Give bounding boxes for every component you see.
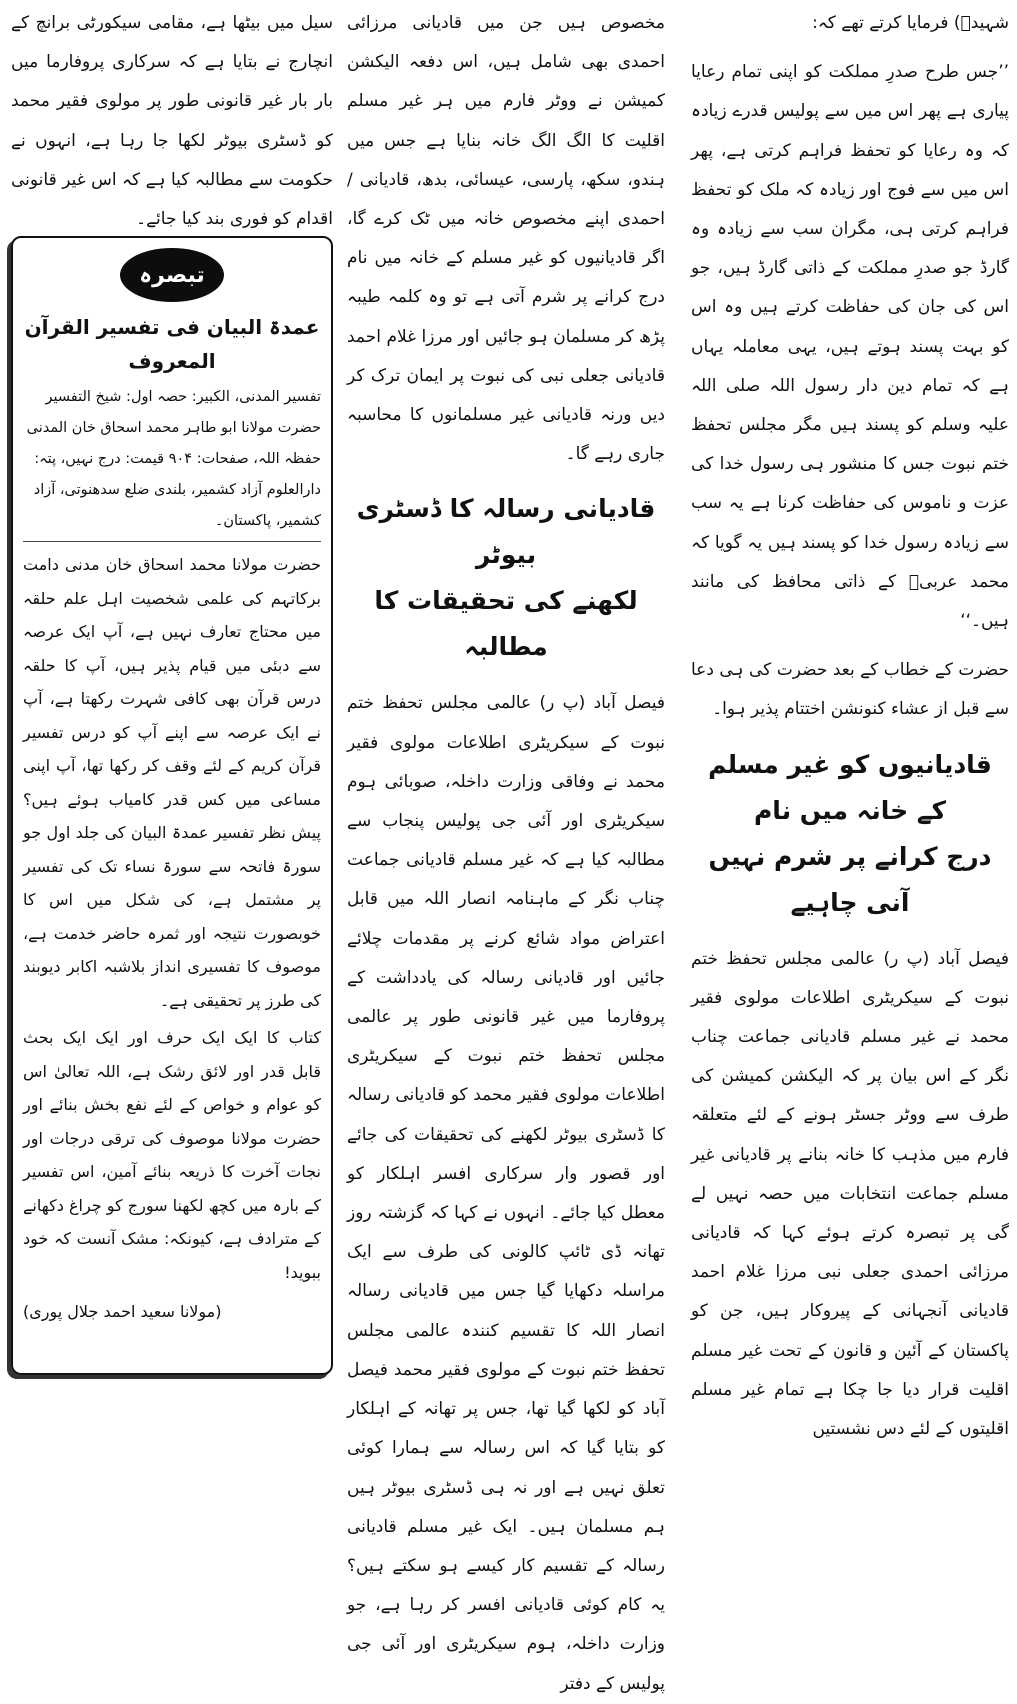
column-right	[691, 4, 1009, 1440]
article-continuation: سیل میں بیٹھا ہے، مقامی سیکورٹی برانچ کے انچارج نے بتایا ہے کہ سرکاری پروفارما میں بار بار غیر قانونی طور پر مولوی فقیر محمد کو ڈسٹری بیوٹر لکھا جا رہا ہے، انہوں نے حکومت سے مطالبہ کیا ہے کہ اس غیر قانونی اقدام کو فوری بند کیا جائے۔	[11, 13, 333, 230]
review-paragraph-2: کتاب کا ایک ایک حرف اور ایک ایک بحث قابل قدر اور لائق رشک ہے، اللہ تعالیٰ اس کو عوام و خواص کے لئے نفع بخش بنائے اور حضرت مولانا موصوف کی ترقی درجات اور نجات آخرت کا ذریعہ بنائے آمین، اس تفسیر کے بارہ میں کچھ لکھنا سورج کو چراغ دکھانے کے مترادف ہے، کیونکہ: مشک آنست کہ خود ببوید!	[23, 1028, 321, 1282]
headline-distributor	[347, 486, 665, 670]
review-author: (مولانا سعید احمد جلال پوری)	[23, 1302, 222, 1321]
closing-paragraph: حضرت کے خطاب کے بعد حضرت کی ہی دعا سے قبل از عشاء کنونشن اختتام پذیر ہوا۔	[691, 660, 1009, 720]
article-continuation: مخصوص ہیں جن میں قادیانی مرزائی احمدی بھی شامل ہیں، اس دفعہ الیکشن کمیشن نے ووٹر فارم میں ہر غیر مسلم اقلیت کا الگ الگ خانہ بنایا ہے جس میں ہندو، سکھ، پارسی، عیسائی، بدھ، قادیانی / احمدی اپنے مخصوص خانہ میں ٹک کرے گا، اگر قادیانیوں کو غیر مسلم کے خانہ میں نام درج کرانے پر شرم آتی ہے تو وہ کلمہ طیبہ پڑھ کر مسلمان ہو جائیں اور مرزا غلام احمد قادیانی جعلی نبی کی نبوت پر ایمان ترک کر دیں ورنہ قادیانی غیر مسلمانوں کا محاسبہ جاری رہے گا۔	[347, 13, 665, 465]
book-meta: تفسیر المدنی، الکبیر: حصہ اول: شیخ التفسیر حضرت مولانا ابو طاہر محمد اسحاق خان المدنی حفظہ اللہ، صفحات: ۹۰۴ قیمت: درج نہیں، پتہ: دارالعلوم آزاد کشمیر، بلندی ضلع سدھنوتی، آزاد کشمیر، پاکستان۔	[23, 382, 321, 542]
headline-line-2: درج کرانے پر شرم نہیں آنی چاہیے	[708, 841, 992, 917]
headline-qadiani-form	[691, 742, 1009, 926]
article-body: فیصل آباد (پ ر) عالمی مجلس تحفظ ختم نبوت کے سیکریٹری اطلاعات مولوی فقیر محمد نے غیر مسلم قادیانی جماعت چناب نگر کے اس بیان پر کہ الیکشن کمیشن کی طرف سے ووٹر جسٹر ہونے کے لئے متعلقہ فارم میں مذہب کا خانہ بنانے پر قادیانی غیر مسلم جماعت انتخابات میں حصہ نہیں لے گی پر تبصرہ کرتے ہوئے کہا کہ قادیانی مرزائی احمدی جعلی نبی مرزا غلام احمد قادیانی آنجہانی کے پیروکار ہیں، جن کو پاکستان کے آئین و قانون کے تحت غیر مسلم اقلیت قرار دیا جا چکا ہے تمام غیر مسلم اقلیتوں کے لئے دس نشستیں	[691, 948, 1009, 1440]
book-title: عمدۃ البیان فی تفسیر القرآن المعروف	[24, 315, 320, 373]
headline-line-1: قادیانیوں کو غیر مسلم کے خانہ میں نام	[708, 749, 992, 825]
review-paragraph-1: حضرت مولانا محمد اسحاق خان مدنی دامت برکاتہم کی علمی شخصیت اہل علم حلقہ میں محتاج تعارف نہیں ہے، آپ ایک عرصہ سے دبئی میں قیام پذیر ہیں، آپ کا حلقہ درس قرآن بھی کافی شہرت رکھتا ہے، آپ نے ایک عرصہ سے اپنے آپ کو درس تفسیر قرآن کریم کے لئے وقف کر رکھا تھا، آپ اپنی مساعی میں کس قدر کامیاب ہوئے ہیں؟ پیش نظر تفسیر عمدۃ البیان کی جلد اول جو سورۃ فاتحہ سے سورۃ نساء تک کی تفسیر پر مشتمل ہے، کی شکل میں اس کا خوبصورت نتیجہ اور ثمرہ حاضر خدمت ہے، موصوف کا تفسیری انداز بلاشبہ اکابر دیوبند کی طرز پر تحقیقی ہے۔	[23, 555, 321, 1010]
quote-paragraph: ’’جس طرح صدرِ مملکت کو اپنی تمام رعایا پیاری ہے پھر اس میں سے پولیس قدرے زیادہ کہ وہ رعایا کو تحفظ فراہم کرتی ہے، پھر اس میں سے فوج اور زیادہ کہ ملک کو تحفظ فراہم کرتی ہی، مگران سب سے زیادہ وہ گارڈ جو صدرِ مملکت کے ذاتی گارڈ ہیں، جو اس کی جان کی حفاظت کرتے ہیں وہ اس کو بہت پسند ہوتے ہیں، یہی معاملہ یہاں ہے کہ تمام دین دار رسول اللہ صلی اللہ علیہ وسلم کو پسند ہیں مگر مجلس تحفظ ختم نبوت جس کا منشور ہی رسول خدا کی عزت و ناموس کی حفاظت کرنا ہے یہ سب سے زیادہ رسول خدا کو پسند ہیں یہ گویا کہ محمد عربیؐ کے ذاتی محافظ کی مانند ہیں۔‘‘	[691, 62, 1009, 632]
headline-line-1: قادیانی رسالہ کا ڈسٹری بیوٹر	[356, 494, 656, 570]
article-intro: شہیدؒ) فرمایا کرتے تھے کہ:	[812, 13, 1009, 33]
headline-line-2: لکھنے کی تحقیقات کا مطالبہ	[374, 586, 638, 662]
column-left	[11, 4, 333, 1381]
column-middle	[347, 4, 665, 1694]
review-badge: تبصرہ	[120, 248, 224, 302]
article-body: فیصل آباد (پ ر) عالمی مجلس تحفظ ختم نبوت کے سیکریٹری اطلاعات مولوی فقیر محمد نے وفاقی وزارت داخلہ، صوبائی ہوم سیکریٹری اور آئی جی پولیس پنجاب سے مطالبہ کیا ہے کہ غیر مسلم قادیانی جماعت چناب نگر کے ماہنامہ انصار اللہ میں قابل اعتراض مواد شائع کرنے پر مقدمات چلائے جائیں اور قادیانی رسالہ کی یادداشت کے پروفارما میں غیر قانونی طور پر عالمی مجلس تحفظ ختم نبوت کے سیکریٹری اطلاعات مولوی فقیر محمد کو قادیانی رسالہ کا ڈسٹری بیوٹر لکھنے کی تحقیقات کی جائے اور قصور وار سرکاری افسر اہلکار کو معطل کیا جائے۔ انہوں نے کہا کہ گزشتہ روز تھانہ ڈی ٹائپ کالونی کی طرف سے ایک مراسلہ دکھایا گیا جس میں قادیانی رسالہ انصار اللہ کا تقسیم کنندہ عالمی مجلس تحفظ ختم نبوت کے مولوی فقیر محمد فیصل آباد کو لکھا گیا تھا، جس پر تھانہ کے اہلکار کو بتایا گیا کہ اس رسالہ سے ہمارا کوئی تعلق نہیں ہے اور نہ ہی ڈسٹری بیوٹر ہیں ہم مسلمان ہیں۔ ایک غیر مسلم قادیانی رسالہ کے تقسیم کار کیسے ہو سکتے ہیں؟ یہ کام کوئی قادیانی افسر کر رہا ہے، جو وزارت داخلہ، ہوم سیکریٹری اور آئی جی پولیس کے دفتر	[347, 693, 665, 1694]
book-review-box	[11, 236, 333, 1375]
